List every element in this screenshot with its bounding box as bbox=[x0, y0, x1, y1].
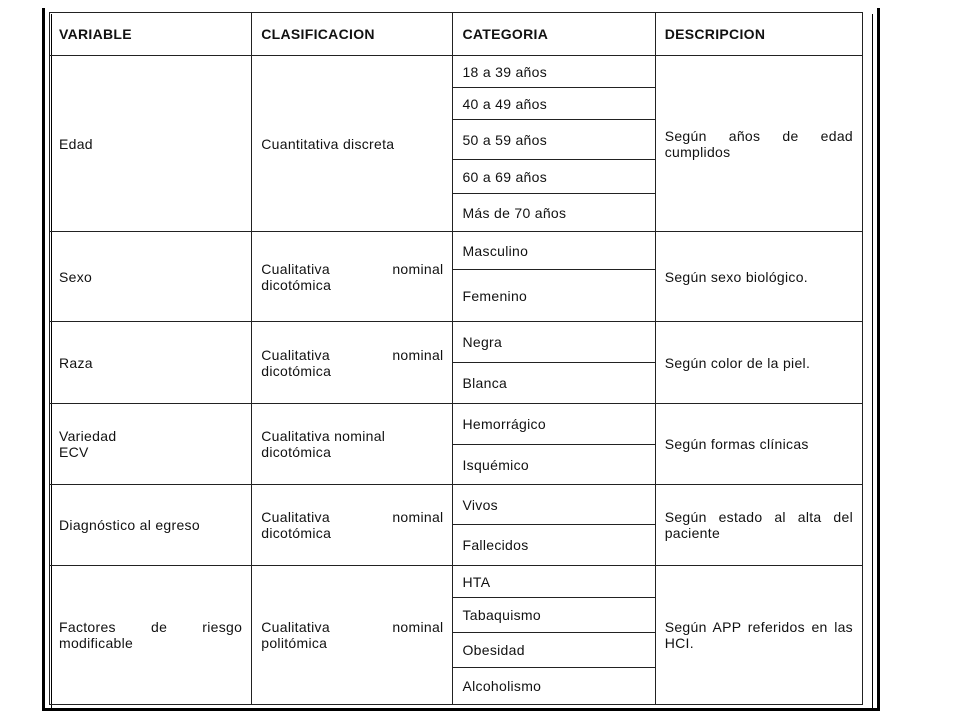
header-descripcion: DESCRIPCION bbox=[655, 13, 862, 56]
categoria-cell: Femenino bbox=[453, 270, 655, 322]
clasificacion-cell: Cualitativa nominal dicotómica bbox=[252, 322, 453, 404]
categoria-cell: Obesidad bbox=[453, 633, 655, 668]
clasificacion-cell: Cualitativa nominal dicotómica bbox=[252, 485, 453, 566]
categoria-cell: HTA bbox=[453, 566, 655, 598]
categoria-cell: Masculino bbox=[453, 232, 655, 270]
descripcion-cell: Según estado al alta del paciente bbox=[655, 485, 862, 566]
categoria-cell: Más de 70 años bbox=[453, 194, 655, 232]
table-header-row bbox=[50, 13, 863, 56]
table-row bbox=[50, 232, 863, 270]
variable-cell: Raza bbox=[50, 322, 252, 404]
header-categoria: CATEGORIA bbox=[453, 13, 655, 56]
categoria-cell: 60 a 69 años bbox=[453, 160, 655, 194]
clasificacion-cell: Cualitativa nominal politómica bbox=[252, 566, 453, 705]
variables-table bbox=[49, 12, 863, 705]
categoria-cell: 50 a 59 años bbox=[453, 120, 655, 160]
descripcion-cell: Según formas clínicas bbox=[655, 404, 862, 485]
variable-cell: Edad bbox=[50, 56, 252, 232]
descripcion-cell: Según años de edad cumplidos bbox=[655, 56, 862, 232]
table-row bbox=[50, 56, 863, 88]
clasificacion-cell: Cualitativa nominal dicotómica bbox=[252, 232, 453, 322]
variable-text: Variedad ECV bbox=[59, 428, 117, 460]
variable-cell bbox=[50, 404, 252, 485]
descripcion-cell: Según sexo biológico. bbox=[655, 232, 862, 322]
table-row bbox=[50, 404, 863, 445]
descripcion-cell: Según color de la piel. bbox=[655, 322, 862, 404]
categoria-cell: Alcoholismo bbox=[453, 668, 655, 705]
categoria-cell: Hemorrágico bbox=[453, 404, 655, 445]
descripcion-cell: Según APP referidos en las HCI. bbox=[655, 566, 862, 705]
categoria-cell: 18 a 39 años bbox=[453, 56, 655, 88]
variable-cell: Diagnóstico al egreso bbox=[50, 485, 252, 566]
table-row bbox=[50, 322, 863, 363]
categoria-cell: Tabaquismo bbox=[453, 598, 655, 633]
table-row bbox=[50, 566, 863, 598]
clasificacion-cell: Cuantitativa discreta bbox=[252, 56, 453, 232]
table-row bbox=[50, 485, 863, 525]
categoria-cell: Isquémico bbox=[453, 445, 655, 485]
categoria-cell: 40 a 49 años bbox=[453, 88, 655, 120]
categoria-cell: Negra bbox=[453, 322, 655, 363]
categoria-cell: Vivos bbox=[453, 485, 655, 525]
header-variable: VARIABLE bbox=[50, 13, 252, 56]
variable-cell: Sexo bbox=[50, 232, 252, 322]
categoria-cell: Fallecidos bbox=[453, 525, 655, 566]
header-clasificacion: CLASIFICACION bbox=[252, 13, 453, 56]
categoria-cell: Blanca bbox=[453, 363, 655, 404]
variable-cell: Factores de riesgo modificable bbox=[50, 566, 252, 705]
clasificacion-cell: Cualitativa nominal dicotómica bbox=[252, 404, 453, 485]
